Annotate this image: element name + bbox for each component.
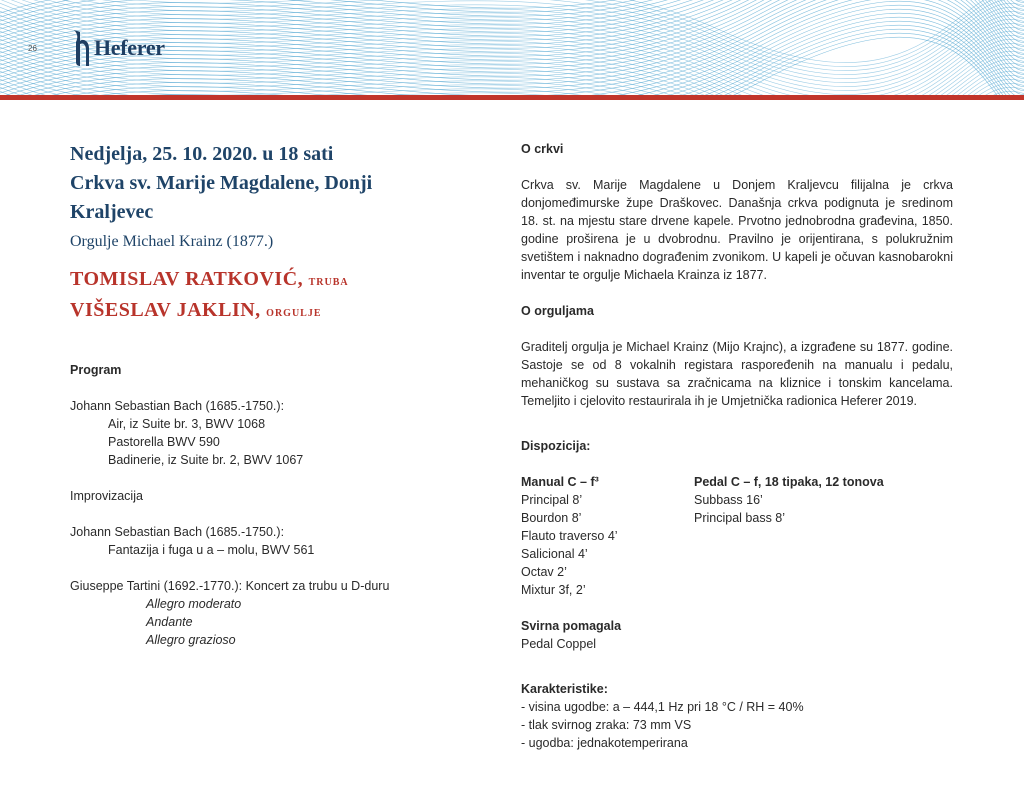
pedal-heading: Pedal C – f, 18 tipaka, 12 tonova bbox=[694, 475, 884, 489]
characteristic-item: - ugodba: jednakotemperirana bbox=[521, 736, 688, 750]
right-column bbox=[521, 140, 953, 752]
manual-stop: Octav 2’ bbox=[521, 565, 567, 579]
organ-subtitle: Orgulje Michael Krainz (1877.) bbox=[70, 233, 274, 250]
program-movement: Allegro grazioso bbox=[146, 633, 236, 647]
characteristics-heading: Karakteristike: bbox=[521, 682, 608, 696]
characteristic-item: - tlak svirnog zraka: 73 mm VS bbox=[521, 718, 692, 732]
header-red-rule bbox=[0, 95, 1024, 100]
composer-line: Giuseppe Tartini (1692.-1770.): Koncert za trubu u D-duru bbox=[70, 579, 390, 593]
heferer-monogram-icon bbox=[70, 28, 90, 68]
program-work: Air, iz Suite br. 3, BWV 1068 bbox=[108, 417, 266, 431]
program-movement: Allegro moderato bbox=[146, 597, 242, 611]
program-work: Badinerie, iz Suite br. 2, BWV 1067 bbox=[108, 453, 304, 467]
organ-text: Graditelj orgulja je Michael Krainz (Mijo Krajnc), a izgrađene su 1877. godine. Sastoje se od 8 vokalnih registara raspoređenih na manualu i pedalu, mehaničkog su sustava sa zračnicama na kliznice i tonskim kancelama. Temeljito i cjelovito restaurirala ih je Umjetnička radionica Heferer 2019. bbox=[521, 340, 953, 408]
manual-stop: Salicional 4’ bbox=[521, 547, 588, 561]
disposition-heading: Dispozicija: bbox=[521, 439, 591, 453]
pedal-column bbox=[694, 473, 953, 599]
church-text: Crkva sv. Marije Magdalene u Donjem Kraljevcu filijalna je crkva donjomeđimurske župe Draškovec. Današnja crkva podignuta je sredinom 18. st. na mjestu stare drvene kapele. Prvotno jednobrodna građevina, 1850. godine proširena je u dvobrodnu. Pravilno je orijentirana, s polukružnim svetištem i naknadno dograđenim zvonikom. U kapeli je očuvan kasnobarokni inventar te orgulje Michaela Krainza iz 1877. bbox=[521, 178, 953, 282]
pedal-stop: Subbass 16’ bbox=[694, 493, 763, 507]
performer-role: orgulje bbox=[266, 305, 322, 320]
heferer-logo bbox=[70, 28, 165, 68]
pedal-stop: Principal bass 8’ bbox=[694, 511, 786, 525]
program-work: Fantazija i fuga u a – molu, BWV 561 bbox=[108, 543, 315, 557]
event-title bbox=[70, 140, 470, 227]
performer-organ bbox=[70, 296, 470, 327]
program-movement: Andante bbox=[146, 615, 193, 629]
program-improvisation: Improvizacija bbox=[70, 489, 143, 503]
page-number: 26 bbox=[28, 44, 37, 53]
manual-column bbox=[521, 473, 694, 599]
event-title-line: Nedjelja, 25. 10. 2020. u 18 sati bbox=[70, 143, 334, 165]
manual-stop: Flauto traverso 4’ bbox=[521, 529, 618, 543]
aid-item: Pedal Coppel bbox=[521, 637, 597, 651]
performers bbox=[70, 265, 470, 327]
aids-heading: Svirna pomagala bbox=[521, 619, 622, 633]
performer-trumpet bbox=[70, 265, 470, 296]
program-heading: Program bbox=[70, 363, 122, 377]
organ-heading: O orguljama bbox=[521, 304, 594, 318]
composer-line: Johann Sebastian Bach (1685.-1750.): bbox=[70, 399, 285, 413]
left-column bbox=[70, 140, 470, 649]
program-section bbox=[70, 361, 470, 649]
performer-role: truba bbox=[308, 274, 349, 289]
church-heading: O crkvi bbox=[521, 142, 564, 156]
event-title-line: Crkva sv. Marije Magdalene, Donji bbox=[70, 172, 373, 194]
disposition-columns bbox=[521, 473, 953, 599]
characteristic-item: - visina ugodbe: a – 444,1 Hz pri 18 °C / RH = 40% bbox=[521, 700, 804, 714]
manual-heading: Manual C – f³ bbox=[521, 475, 599, 489]
manual-stop: Mixtur 3f, 2’ bbox=[521, 583, 586, 597]
event-title-line: Kraljevec bbox=[70, 201, 154, 223]
brand-name: Heferer bbox=[94, 35, 165, 60]
composer-line: Johann Sebastian Bach (1685.-1750.): bbox=[70, 525, 285, 539]
manual-stop: Principal 8’ bbox=[521, 493, 583, 507]
program-work: Pastorella BWV 590 bbox=[108, 435, 220, 449]
performer-name: VIŠESLAV JAKLIN, bbox=[70, 299, 261, 321]
manual-stop: Bourdon 8’ bbox=[521, 511, 582, 525]
performer-name: TOMISLAV RATKOVIĆ, bbox=[70, 268, 304, 290]
